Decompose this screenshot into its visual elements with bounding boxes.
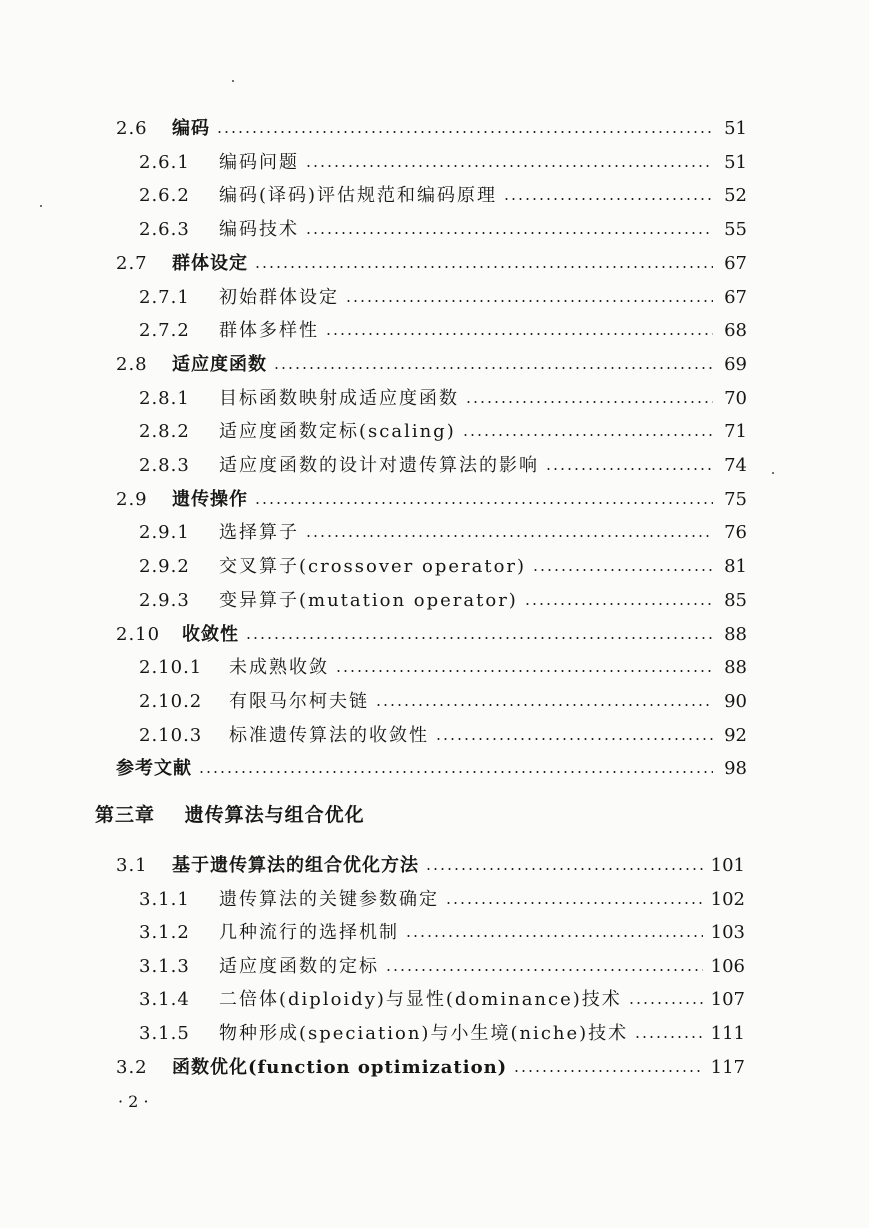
toc-entry bbox=[139, 283, 747, 313]
toc-section-title: 适应度函数的设计对遗传算法的影响 bbox=[219, 455, 539, 476]
toc-section-number: 2.10.1 bbox=[139, 657, 203, 679]
toc-entry bbox=[116, 754, 747, 784]
toc-entry bbox=[139, 518, 747, 548]
toc-section-number: 2.9.3 bbox=[139, 589, 190, 611]
toc-section-number: 2.10.3 bbox=[139, 724, 203, 746]
toc-section-title: 收敛性 bbox=[182, 623, 239, 645]
dot-leader bbox=[305, 232, 713, 234]
toc-page-number: 51 bbox=[724, 118, 747, 139]
toc-page-number: 103 bbox=[710, 922, 745, 944]
toc-page-number: 101 bbox=[710, 855, 745, 876]
dot-leader bbox=[335, 670, 713, 672]
toc-page-number: 81 bbox=[724, 556, 747, 578]
toc-section-title: 遗传操作 bbox=[172, 488, 248, 510]
toc-page-number: 98 bbox=[724, 758, 747, 780]
toc-section-number: 2.9.1 bbox=[139, 522, 190, 544]
toc-entry bbox=[139, 417, 747, 447]
toc-section-title: 适应度函数 bbox=[172, 353, 267, 375]
toc-page-number: 51 bbox=[724, 151, 747, 173]
toc-section-number: 2.10.2 bbox=[139, 690, 203, 712]
toc-entry bbox=[116, 249, 747, 279]
toc-page-number: 67 bbox=[724, 252, 747, 274]
scan-speck bbox=[232, 80, 234, 82]
toc-section-number: 3.1 bbox=[116, 855, 148, 876]
dot-leader bbox=[532, 569, 713, 571]
toc-section-number: 2.6.2 bbox=[139, 185, 190, 207]
toc-section-number: 2.9.2 bbox=[139, 556, 190, 578]
dot-leader bbox=[254, 266, 713, 268]
toc-section-number: 3.1.4 bbox=[139, 989, 190, 1011]
toc-section-title: 编码技术 bbox=[219, 219, 299, 241]
dot-leader bbox=[375, 704, 713, 706]
toc-entry bbox=[139, 384, 747, 414]
toc-section-number: 3.1.1 bbox=[139, 888, 190, 910]
toc-section-number: 2.8 bbox=[116, 353, 148, 375]
toc-entry bbox=[116, 350, 747, 380]
dot-leader bbox=[305, 165, 713, 167]
toc-section-number: 2.7.2 bbox=[139, 320, 190, 342]
dot-leader bbox=[513, 1070, 702, 1072]
dot-leader bbox=[435, 738, 713, 740]
scan-speck bbox=[772, 472, 774, 474]
toc-section-number: 2.9 bbox=[116, 488, 148, 510]
toc-entry bbox=[116, 851, 745, 881]
toc-entry bbox=[116, 485, 747, 515]
toc-page-number: 71 bbox=[724, 421, 747, 443]
toc-section-title: 群体多样性 bbox=[219, 320, 319, 342]
toc-entry bbox=[139, 952, 745, 982]
dot-leader bbox=[405, 935, 703, 937]
toc-section-number: 2.6 bbox=[116, 118, 148, 139]
toc-section-title: 编码问题 bbox=[219, 151, 299, 173]
dot-leader bbox=[325, 333, 713, 335]
toc-page-number: 69 bbox=[724, 353, 747, 375]
dot-leader bbox=[628, 1002, 703, 1004]
toc-section-title: 物种形成(speciation)与小生境(niche)技术 bbox=[219, 1023, 629, 1044]
toc-page-number: 88 bbox=[724, 623, 747, 645]
toc-entry bbox=[139, 653, 747, 683]
toc-section-number: 3.1.5 bbox=[139, 1023, 190, 1044]
toc-page-number: 52 bbox=[724, 185, 747, 207]
toc-page-number: 90 bbox=[724, 690, 747, 712]
toc-section-title: 初始群体设定 bbox=[219, 286, 339, 308]
toc-section-number: 2.6.3 bbox=[139, 219, 190, 241]
toc-section-title: 交叉算子(crossover operator) bbox=[219, 556, 527, 578]
toc-section-title: 变异算子(mutation operator) bbox=[219, 589, 518, 611]
toc-entry bbox=[139, 918, 745, 948]
toc-page-number: 107 bbox=[710, 989, 745, 1011]
toc-section-title: 函数优化(function optimization) bbox=[172, 1056, 508, 1078]
toc-page-number: 55 bbox=[724, 219, 747, 241]
dot-leader bbox=[254, 502, 713, 504]
toc-section-title: 二倍体(diploidy)与显性(dominance)技术 bbox=[219, 989, 622, 1011]
toc-section-title: 几种流行的选择机制 bbox=[219, 922, 399, 944]
toc-page-number: 75 bbox=[724, 488, 747, 510]
toc-page-number: 111 bbox=[710, 1023, 745, 1044]
dot-leader bbox=[465, 401, 713, 403]
dot-leader bbox=[524, 603, 713, 605]
scan-speck bbox=[40, 205, 42, 207]
toc-section-title: 有限马尔柯夫链 bbox=[229, 690, 369, 712]
toc-page-number: 92 bbox=[724, 724, 747, 746]
toc-page-number: 67 bbox=[724, 286, 747, 308]
toc-section-title: 选择算子 bbox=[219, 522, 299, 544]
dot-leader bbox=[445, 902, 703, 904]
toc-page-number: 117 bbox=[710, 1056, 745, 1078]
toc-section-number: 2.8.3 bbox=[139, 455, 190, 476]
toc-section-number: 3.2 bbox=[116, 1056, 148, 1078]
toc-page-number: 74 bbox=[724, 455, 747, 476]
toc-entry bbox=[139, 316, 747, 346]
toc-entry bbox=[139, 985, 745, 1015]
toc-entry bbox=[139, 885, 745, 915]
toc-entry bbox=[139, 451, 747, 481]
dot-leader bbox=[273, 367, 713, 369]
chapter-heading bbox=[95, 800, 365, 827]
chapter-number: 第三章 bbox=[95, 804, 156, 826]
dot-leader bbox=[634, 1036, 702, 1038]
dot-leader bbox=[425, 868, 703, 870]
dot-leader bbox=[245, 637, 713, 639]
toc-section-title: 编码(译码)评估规范和编码原理 bbox=[219, 185, 498, 207]
toc-entry bbox=[139, 148, 747, 178]
toc-section-number: 2.7.1 bbox=[139, 286, 190, 308]
toc-page-number: 106 bbox=[710, 955, 745, 977]
toc-entry bbox=[139, 181, 747, 211]
toc-section-title: 遗传算法的关键参数确定 bbox=[219, 888, 439, 910]
toc-section-title: 群体设定 bbox=[172, 252, 248, 274]
dot-leader bbox=[216, 131, 713, 133]
toc-section-title: 基于遗传算法的组合优化方法 bbox=[172, 855, 419, 876]
toc-section-title: 未成熟收敛 bbox=[229, 657, 329, 679]
page-folio: · 2 · bbox=[118, 1092, 149, 1111]
toc-entry bbox=[116, 620, 747, 650]
dot-leader bbox=[345, 300, 713, 302]
toc-entry bbox=[116, 114, 747, 144]
toc-entry bbox=[116, 1053, 745, 1083]
dot-leader bbox=[198, 771, 713, 773]
toc-page-number: 68 bbox=[724, 320, 747, 342]
toc-entry bbox=[139, 721, 747, 751]
toc-page-number: 76 bbox=[724, 522, 747, 544]
toc-section-number: 2.8.1 bbox=[139, 387, 190, 409]
dot-leader bbox=[305, 535, 713, 537]
toc-entry bbox=[139, 552, 747, 582]
toc-entry bbox=[139, 687, 747, 717]
toc-page-number: 88 bbox=[724, 657, 747, 679]
toc-entry bbox=[139, 586, 747, 616]
chapter-title: 遗传算法与组合优化 bbox=[184, 804, 365, 826]
toc-section-title: 参考文献 bbox=[116, 758, 192, 780]
toc-section-number: 2.7 bbox=[116, 252, 148, 274]
toc-section-number: 3.1.2 bbox=[139, 922, 190, 944]
toc-section-number: 2.10 bbox=[116, 623, 161, 645]
toc-page-number: 70 bbox=[724, 387, 747, 409]
dot-leader bbox=[545, 468, 713, 470]
toc-section-number: 2.8.2 bbox=[139, 421, 190, 443]
toc-section-title: 编码 bbox=[172, 118, 210, 139]
toc-section-number: 2.6.1 bbox=[139, 151, 190, 173]
dot-leader bbox=[462, 434, 713, 436]
toc-section-title: 目标函数映射成适应度函数 bbox=[219, 387, 459, 409]
toc-section-number: 3.1.3 bbox=[139, 955, 190, 977]
toc-page-number: 102 bbox=[710, 888, 745, 910]
dot-leader bbox=[385, 969, 703, 971]
toc-section-title: 适应度函数的定标 bbox=[219, 955, 379, 977]
toc-entry bbox=[139, 215, 747, 245]
dot-leader bbox=[503, 198, 713, 200]
toc-section-title: 适应度函数定标(scaling) bbox=[219, 421, 456, 443]
toc-page-number: 85 bbox=[724, 589, 747, 611]
toc-entry bbox=[139, 1019, 745, 1049]
toc-section-title: 标准遗传算法的收敛性 bbox=[229, 724, 429, 746]
